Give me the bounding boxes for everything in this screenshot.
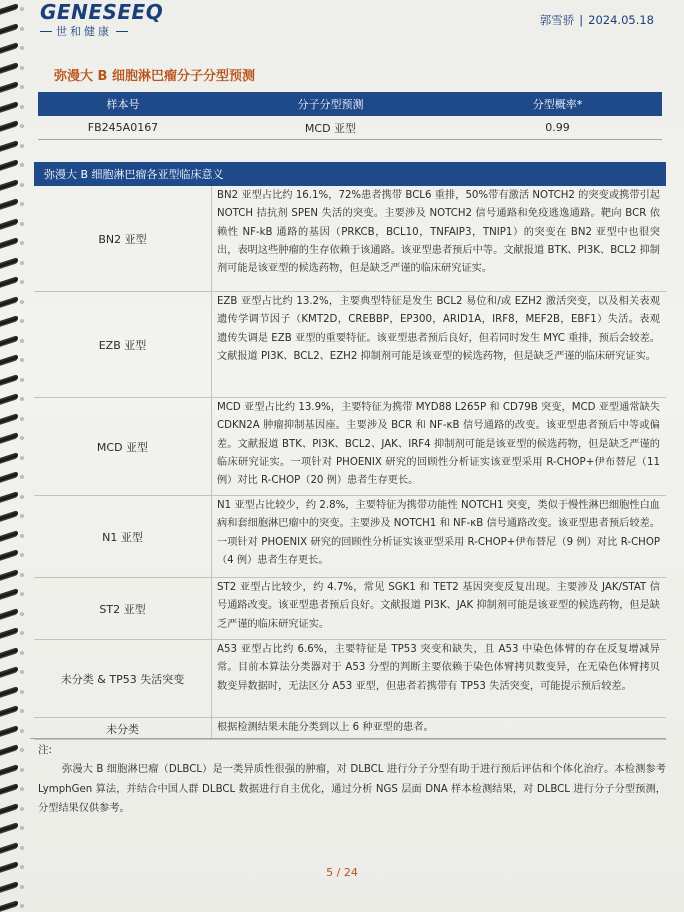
binding-ring: [0, 159, 18, 171]
binding-hole: [20, 378, 24, 382]
notes-label: 注:: [38, 744, 53, 756]
subtype-table-title: 弥漫大 B 细胞淋巴瘤各亚型临床意义: [34, 162, 666, 186]
subtype-description: N1 亚型占比较少，约 2.8%，主要特征为携带功能性 NOTCH1 突变，类似于慢性淋巴细胞性白血病和套细胞淋巴瘤中的突变。主要涉及 NOTCH1 和 NF-κB 信号通路改变。该亚型患者预后较差。一项针对 PHOENIX 研究的回顾性分析证实该亚型采用 R-CHOP+伊布替尼（9 例）对比 R-CHOP（4 例）患者生存更长。: [217, 500, 660, 566]
binding-hole: [20, 768, 24, 772]
binding-ring: [0, 452, 18, 464]
notes-divider: [30, 738, 666, 739]
binding-ring: [0, 179, 18, 191]
binding-ring: [0, 783, 18, 795]
company-logo: [40, 0, 164, 38]
subtype-description: EZB 亚型占比约 13.2%，主要典型特征是发生 BCL2 易位和/或 EZH2 激活突变，以及相关表观遗传学调节因子（KMT2D，CREBBP，EP300，ARID1A，IRF8，MEF2B，EBF1）失活。表观遗传失调是 EZB 亚型的重要特征。该亚型患者预后良好，但若同时发生 MYC 重排，预后会较差。文献报道 PI3K、BCL2、EZH2 抑制剂可能是该亚型的候选药物，但是缺乏严谨的临床研究证实。: [217, 296, 660, 362]
table-row: [34, 398, 666, 496]
binding-hole: [20, 709, 24, 713]
binding-ring: [0, 510, 18, 522]
binding-hole: [20, 105, 24, 109]
binding-ring: [0, 237, 18, 249]
binding-hole: [20, 534, 24, 538]
subtype-name: 未分类: [34, 718, 212, 739]
binding-hole: [20, 807, 24, 811]
subtype-description: ST2 亚型占比较少，约 4.7%，常见 SGK1 和 TET2 基因突变反复出现。主要涉及 JAK/STAT 信号通路改变。该亚型患者预后良好。文献报道 PI3K、JAK 抑制剂可能是该亚型的候选药物，但是缺乏严谨的临床研究证实。: [217, 582, 660, 630]
sample-id-cell: FB245A0167: [87, 121, 159, 134]
binding-ring: [0, 744, 18, 756]
binding-ring: [0, 42, 18, 54]
notes-text: 弥漫大 B 细胞淋巴瘤（DLBCL）是一类异质性很强的肿瘤，对 DLBCL 进行分子分型有助于进行预后评估和个体化治疗。本检测参考 LymphGen 算法，并结合中国人群 DLBCL 数据进行自主优化，通过分析 NGS 层面 DNA 样本检测结果，对 DLBCL 进行分子分型预测，分型结果仅供参考。: [38, 764, 666, 814]
binding-hole: [20, 241, 24, 245]
report-date: 2024.05.18: [588, 13, 654, 27]
binding-hole: [20, 904, 24, 908]
table-row: [34, 292, 666, 398]
binding-ring: [0, 666, 18, 678]
report-meta: 郭雪骄 | 2024.05.18: [539, 13, 654, 27]
probability-cell: 0.99: [545, 121, 570, 134]
binding-hole: [20, 183, 24, 187]
binding-ring: [0, 530, 18, 542]
binding-ring: [0, 822, 18, 834]
subtype-name: ST2 亚型: [34, 578, 212, 639]
binding-ring: [0, 120, 18, 132]
binding-ring: [0, 81, 18, 93]
binding-hole: [20, 222, 24, 226]
binding-hole: [20, 27, 24, 31]
binding-hole: [20, 66, 24, 70]
binding-hole: [20, 553, 24, 557]
binding-ring: [0, 62, 18, 74]
binding-ring: [0, 647, 18, 659]
binding-ring: [0, 23, 18, 35]
binding-hole: [20, 46, 24, 50]
subtype-cell: MCD 亚型: [304, 121, 357, 135]
binding-ring: [0, 881, 18, 893]
binding-hole: [20, 651, 24, 655]
binding-ring: [0, 101, 18, 113]
binding-hole: [20, 885, 24, 889]
binding-ring: [0, 257, 18, 269]
binding-ring: [0, 276, 18, 288]
logo-subtitle-text: 世和健康: [56, 25, 112, 38]
binding-ring: [0, 569, 18, 581]
binding-ring: [0, 218, 18, 230]
binding-ring: [0, 140, 18, 152]
binding-ring: [0, 413, 18, 425]
binding-ring: [0, 842, 18, 854]
table-row: [34, 578, 666, 640]
spiral-binding: [0, 0, 22, 912]
binding-ring: [0, 432, 18, 444]
binding-ring: [0, 3, 18, 15]
table-row: [34, 186, 666, 292]
subtype-significance-table: [34, 162, 666, 740]
binding-hole: [20, 261, 24, 265]
binding-ring: [0, 608, 18, 620]
binding-ring: [0, 315, 18, 327]
binding-ring: [0, 725, 18, 737]
logo-wordmark: GENESEEQ: [40, 0, 164, 24]
binding-hole: [20, 475, 24, 479]
subtype-name: EZB 亚型: [34, 292, 212, 397]
binding-ring: [0, 764, 18, 776]
binding-ring: [0, 686, 18, 698]
logo-subtitle: [40, 23, 140, 39]
binding-hole: [20, 436, 24, 440]
subtype-description: MCD 亚型占比约 13.9%，主要特征为携带 MYD88 L265P 和 CD79B 突变，MCD 亚型通常缺失 CDKN2A 肿瘤抑制基因座。主要涉及 BCR 和 NF-κB 信号通路的改变。该亚型患者预后中等或偏差。文献报道 BTK、PI3K、BCL2、JAK、IRF4 抑制剂可能是该亚型的候选药物，但是缺乏严谨的临床研究证实。一项针对 PHOENIX 研究的回顾性分析证实该亚型采用 R-CHOP+伊布替尼（11 例）对比 R-CHOP（20 例）患者生存更长。: [217, 402, 660, 487]
binding-hole: [20, 456, 24, 460]
binding-hole: [20, 631, 24, 635]
binding-ring: [0, 900, 18, 912]
binding-hole: [20, 592, 24, 596]
binding-ring: [0, 705, 18, 717]
section-title: 弥漫大 B 细胞淋巴瘤分子分型预测: [54, 69, 255, 84]
binding-hole: [20, 124, 24, 128]
binding-ring: [0, 296, 18, 308]
subtype-description: BN2 亚型占比约 16.1%，72%患者携带 BCL6 重排，50%带有激活 NOTCH2 的突变或携带引起 NOTCH 拮抗剂 SPEN 失活的突变。主要涉及 NOTCH2 信号通路和免疫逃逸通路。靶向 BCR 依赖性 NF-kB 通路的基因（PRKCB，BCL10，TNFAIP3，TNIP1）的突变在 BN2 亚型中也很突出，表明这些肿瘤的生存依赖于该通路。该亚型患者预后中等。文献报道 BTK、PI3K、BCL2 抑制剂可能是该亚型的候选药物，但是缺乏严谨的临床研究证实。: [217, 190, 660, 275]
binding-hole: [20, 144, 24, 148]
binding-ring: [0, 354, 18, 366]
subtype-name: BN2 亚型: [34, 186, 212, 291]
binding-ring: [0, 588, 18, 600]
column-header-probability: 分型概率*: [532, 98, 583, 111]
binding-hole: [20, 397, 24, 401]
binding-hole: [20, 163, 24, 167]
binding-hole: [20, 339, 24, 343]
binding-hole: [20, 514, 24, 518]
binding-hole: [20, 495, 24, 499]
binding-hole: [20, 748, 24, 752]
subtype-name: 未分类 & TP53 失活突变: [34, 640, 212, 717]
binding-ring: [0, 374, 18, 386]
table-row: [34, 496, 666, 578]
binding-hole: [20, 670, 24, 674]
binding-ring: [0, 549, 18, 561]
binding-hole: [20, 826, 24, 830]
author-name: 郭雪骄: [539, 13, 575, 27]
binding-ring: [0, 471, 18, 483]
binding-hole: [20, 280, 24, 284]
binding-hole: [20, 690, 24, 694]
table-row: [34, 640, 666, 718]
column-header-sample-id: 样本号: [106, 98, 140, 111]
binding-ring: [0, 803, 18, 815]
binding-hole: [20, 787, 24, 791]
binding-ring: [0, 627, 18, 639]
binding-ring: [0, 393, 18, 405]
binding-hole: [20, 729, 24, 733]
page-number: 5 / 24: [326, 866, 358, 879]
table-row: [38, 116, 662, 140]
binding-hole: [20, 358, 24, 362]
binding-ring: [0, 335, 18, 347]
binding-hole: [20, 7, 24, 11]
binding-hole: [20, 573, 24, 577]
binding-hole: [20, 846, 24, 850]
table-row: [34, 718, 666, 740]
binding-ring: [0, 491, 18, 503]
binding-hole: [20, 202, 24, 206]
column-header-subtype: 分子分型预测: [297, 98, 364, 111]
subtype-name: N1 亚型: [34, 496, 212, 577]
subtype-name: MCD 亚型: [34, 398, 212, 495]
binding-hole: [20, 319, 24, 323]
subtype-description: 根据检测结果未能分类到以上 6 种亚型的患者。: [217, 722, 434, 733]
binding-hole: [20, 300, 24, 304]
prediction-result-table: [38, 92, 662, 140]
binding-hole: [20, 417, 24, 421]
subtype-description: A53 亚型占比约 6.6%，主要特征是 TP53 突变和缺失，且 A53 中染色体臂的存在反复增减异常。目前本算法分类器对于 A53 分型的判断主要依赖于染色体臂拷贝数变异，在无染色体臂拷贝数变异数据时，无法区分 A53 亚型，但患者若携带有 TP53 失活突变，可能提示预后较差。: [217, 644, 660, 692]
binding-hole: [20, 85, 24, 89]
table-header-row: [38, 92, 662, 116]
binding-hole: [20, 612, 24, 616]
binding-ring: [0, 198, 18, 210]
